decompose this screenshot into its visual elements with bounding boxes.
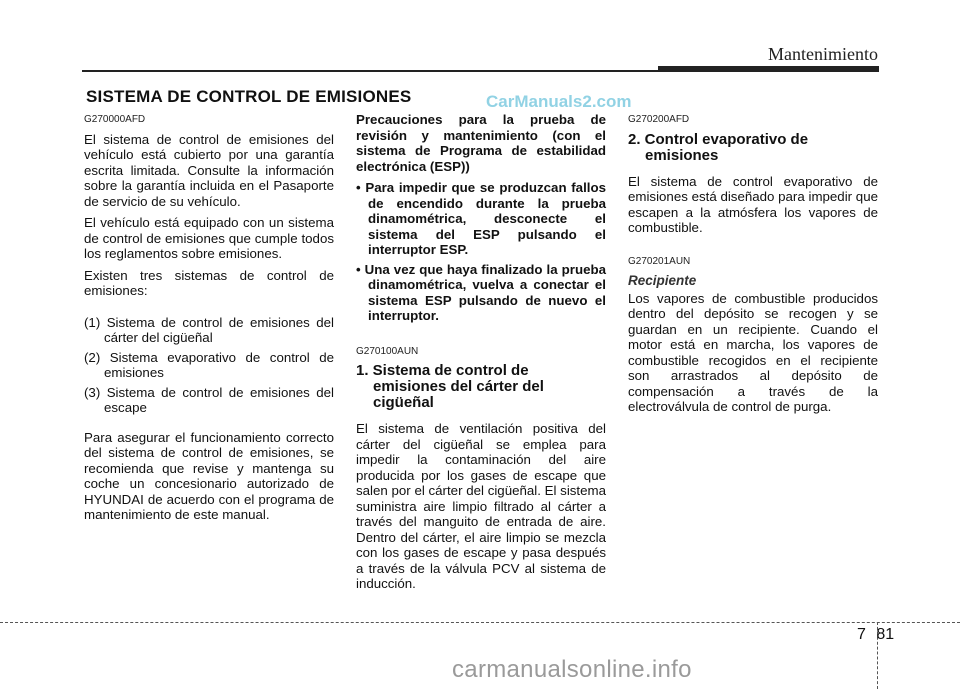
paragraph: El sistema de control de emisiones del vehículo está cubierto por una garantía escrita limitada. Consulte la información sobre la garantía incluida en el Pasaporte de servicio de su vehículo. [84, 131, 334, 209]
section-code: G270100AUN [356, 345, 419, 357]
paragraph: Existen tres sistemas de control de emisiones: [84, 267, 334, 298]
chapter-number: 7 [857, 626, 866, 643]
paragraph: El sistema de control evaporativo de emisiones está diseñado para impedir que escapen a la atmósfera los vapores de combustible. [628, 173, 878, 235]
section-title: SISTEMA DE CONTROL DE EMISIONES [86, 87, 412, 106]
column-3 [628, 112, 878, 421]
section-code: G270201AUN [628, 255, 691, 267]
bullet-item: • Una vez que haya finalizado la prueba dinamométrica, vuelva a conectar el sistema ESP pulsando de nuevo el interruptor. [356, 261, 606, 323]
footer-watermark: carmanualsonline.info [452, 656, 692, 683]
footer-rule [0, 622, 960, 623]
watermark-logo: CarManuals2.com [486, 92, 632, 111]
section-code: G270000AFD [84, 114, 146, 125]
section-code: G270200AFD [628, 114, 690, 125]
page-number-value: 81 [876, 626, 895, 643]
subsection-heading: 1. Sistema de control de emisiones del cárter del cigüeñal [356, 362, 544, 411]
bullet-item: • Para impedir que se produzcan fallos de encendido durante la prueba dinamométrica, desconecte el sistema del ESP pulsando el interruptor ESP. [356, 180, 606, 257]
header-rule [82, 70, 658, 72]
page-number [857, 626, 894, 644]
paragraph: El vehículo está equipado con un sistema de control de emisiones que cumple todos los reglamentos sobre emisiones. [84, 215, 334, 261]
subsection-heading: 2. Control evaporativo de emisiones [628, 130, 809, 164]
caution-title: Precauciones para la prueba de revisión y mantenimiento (con el sistema de Programa de estabilidad electrónica (ESP)) [356, 112, 606, 174]
chapter-title: Mantenimiento [768, 44, 878, 64]
list-item: (3) Sistema de control de emisiones del escape [84, 384, 334, 415]
paragraph: El sistema de ventilación positiva del cárter del cigüeñal se emplea para impedir la contaminación del aire producida por los gases de escape que salen por el cárter del cigüeñal. El sistema suministra aire limpio filtrado al cárter a través del manguito de entrada de aire. Dentro del cárter, el aire limpio se mezcla con los gases de escape y pasa después a través de la válvula PCV al sistema de inducción. [356, 421, 606, 591]
header-rule-thick [658, 66, 879, 72]
list-item: (2) Sistema evaporativo de control de emisiones [84, 349, 334, 380]
column-1 [84, 112, 334, 529]
paragraph: Los vapores de combustible producidos dentro del depósito se recogen y se guardan en un recipiente. Cuando el motor está en marcha, los vapores de combustible recogidos en el recipiente son arrastrados al depósito de compensación a través de la electroválvula de control de purga. [628, 290, 878, 414]
paragraph: Para asegurar el funcionamiento correcto del sistema de control de emisiones, se recomienda que revise y mantenga su coche un concesionario autorizado de HYUNDAI de acuerdo con el programa de mantenimiento de este manual. [84, 429, 334, 522]
subheading-recipiente: Recipiente [628, 273, 697, 288]
list-item: (1) Sistema de control de emisiones del cárter del cigüeñal [84, 314, 334, 345]
column-2 [356, 112, 606, 598]
